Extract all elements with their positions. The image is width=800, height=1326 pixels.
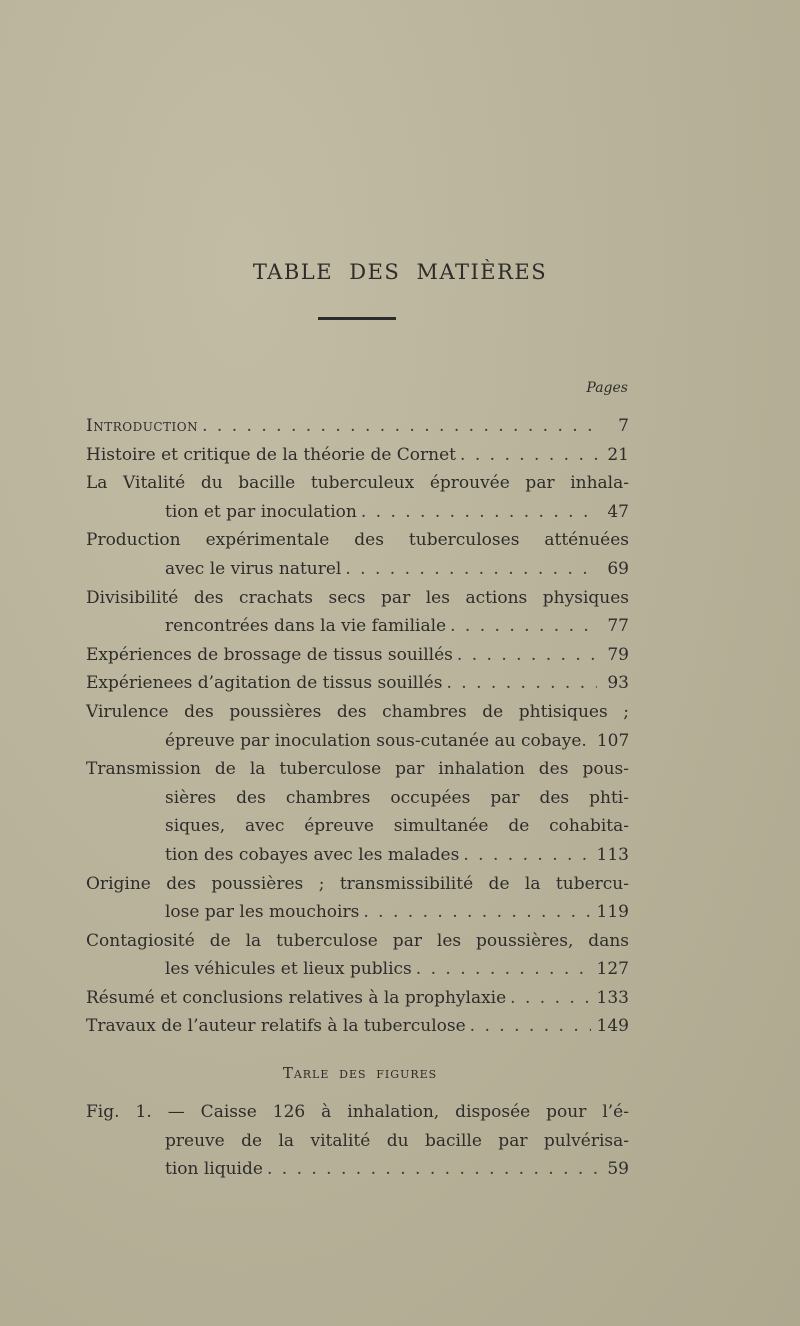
entry-text: sières des chambres occupées par des phti- xyxy=(165,787,629,808)
toc-entry xyxy=(86,469,629,526)
toc-entry xyxy=(86,755,629,869)
page-title: TABLE DES MATIÈRES xyxy=(252,260,548,284)
page-number: 59 xyxy=(607,1159,629,1180)
entry-line xyxy=(86,927,629,956)
toc-entry xyxy=(86,584,629,641)
page-number: 7 xyxy=(618,416,629,436)
page-number: 93 xyxy=(607,673,629,694)
entry-line xyxy=(86,441,629,470)
entry-line xyxy=(86,898,629,927)
entry-line xyxy=(86,727,629,756)
pages-column-label: Pages xyxy=(586,380,628,396)
figure-entry xyxy=(86,1098,629,1184)
toc-entry xyxy=(86,870,629,927)
page-number: 79 xyxy=(607,644,629,665)
entry-text: épreuve par inoculation sous-cutanée au cobaye. xyxy=(165,730,587,751)
entry-text: Expérienees d’agitation de tissus souillés xyxy=(86,673,443,694)
page-number: 77 xyxy=(607,616,629,637)
entry-text: Résumé et conclusions relatives à la prophylaxie xyxy=(86,987,507,1008)
dot-leader xyxy=(345,555,597,584)
entry-line xyxy=(86,412,629,441)
entry-text: siques, avec épreuve simultanée de cohabita- xyxy=(165,816,629,837)
entry-text: Production expérimentale des tuberculoses atténuées xyxy=(86,530,629,551)
entry-text: Introduction xyxy=(86,416,199,436)
entry-line xyxy=(86,469,629,498)
dot-leader xyxy=(267,1155,597,1184)
toc-entry xyxy=(86,669,629,698)
entry-text: rencontrées dans la vie familiale xyxy=(165,616,447,637)
toc-entry xyxy=(86,526,629,583)
entry-text: Travaux de l’auteur relatifs à la tuberculose xyxy=(86,1016,466,1037)
title-rule xyxy=(318,317,396,320)
entry-line xyxy=(86,784,629,813)
entry-text: tion et par inoculation xyxy=(165,501,357,522)
entry-line xyxy=(86,812,629,841)
dot-leader xyxy=(202,412,597,441)
toc-entry xyxy=(86,641,629,670)
entry-line xyxy=(86,641,629,670)
dot-leader xyxy=(460,441,597,470)
entry-text: Contagiosité de la tuberculose par les poussières, dans xyxy=(86,930,629,951)
dot-leader xyxy=(450,612,597,641)
entry-text: Transmission de la tuberculose par inhalation des pous- xyxy=(86,759,629,780)
dot-leader xyxy=(416,955,591,984)
toc-entry xyxy=(86,412,629,441)
entry-text: preuve de la vitalité du bacille par pulvérisa- xyxy=(165,1130,629,1151)
dot-leader xyxy=(470,1012,591,1041)
page-number: 107 xyxy=(596,730,630,751)
entry-text: avec le virus naturel xyxy=(165,558,342,579)
entry-text: les véhicules et lieux publics xyxy=(165,959,412,980)
dot-leader xyxy=(510,984,590,1013)
page-number: 149 xyxy=(596,1016,629,1037)
page-number: 21 xyxy=(607,444,629,465)
entry-text: Divisibilité des crachats secs par les actions physiques xyxy=(86,587,629,608)
entry-text: lose par les mouchoirs xyxy=(165,902,360,923)
entry-line xyxy=(86,870,629,899)
entry-text: tion des cobayes avec les malades xyxy=(165,844,460,865)
entry-line xyxy=(86,1012,629,1041)
entry-line xyxy=(86,841,629,870)
entry-line xyxy=(86,669,629,698)
entry-line xyxy=(86,612,629,641)
entry-line xyxy=(86,498,629,527)
toc-entry xyxy=(86,698,629,755)
entry-line xyxy=(86,584,629,613)
toc-entry xyxy=(86,927,629,984)
entry-text: Fig. 1. — Caisse 126 à inhalation, disposée pour l’é- xyxy=(86,1102,629,1122)
entry-line xyxy=(86,955,629,984)
page-number: 127 xyxy=(596,959,629,980)
entry-text: tion liquide xyxy=(165,1159,263,1180)
page-number: 133 xyxy=(596,987,629,1008)
table-of-contents xyxy=(86,412,629,1041)
entry-line xyxy=(86,555,629,584)
entry-line xyxy=(86,1127,629,1156)
page-number: 119 xyxy=(596,902,629,923)
page-number: 47 xyxy=(607,501,629,522)
dot-leader xyxy=(361,498,597,527)
toc-entry xyxy=(86,441,629,470)
entry-text: Expériences de brossage de tissus souillés xyxy=(86,644,453,665)
dot-leader xyxy=(457,641,597,670)
figures-heading: Tarle des figures xyxy=(282,1064,438,1082)
entry-text: La Vitalité du bacille tuberculeux éprouvée par inhala- xyxy=(86,473,629,494)
entry-text: Virulence des poussières des chambres de phtisiques ; xyxy=(86,701,629,722)
page-number: 113 xyxy=(596,844,629,865)
entry-line xyxy=(86,698,629,727)
entry-line xyxy=(86,755,629,784)
toc-entry xyxy=(86,1012,629,1041)
dot-leader xyxy=(446,669,597,698)
entry-line xyxy=(86,1155,629,1184)
entry-line xyxy=(86,526,629,555)
page-number: 69 xyxy=(607,558,629,579)
figures-list xyxy=(86,1098,629,1184)
dot-leader xyxy=(463,841,590,870)
entry-line xyxy=(86,1098,629,1127)
entry-line xyxy=(86,984,629,1013)
dot-leader xyxy=(363,898,590,927)
entry-text: Origine des poussières ; transmissibilité de la tubercu- xyxy=(86,873,629,894)
entry-text: Histoire et critique de la théorie de Cornet xyxy=(86,444,457,465)
toc-entry xyxy=(86,984,629,1013)
